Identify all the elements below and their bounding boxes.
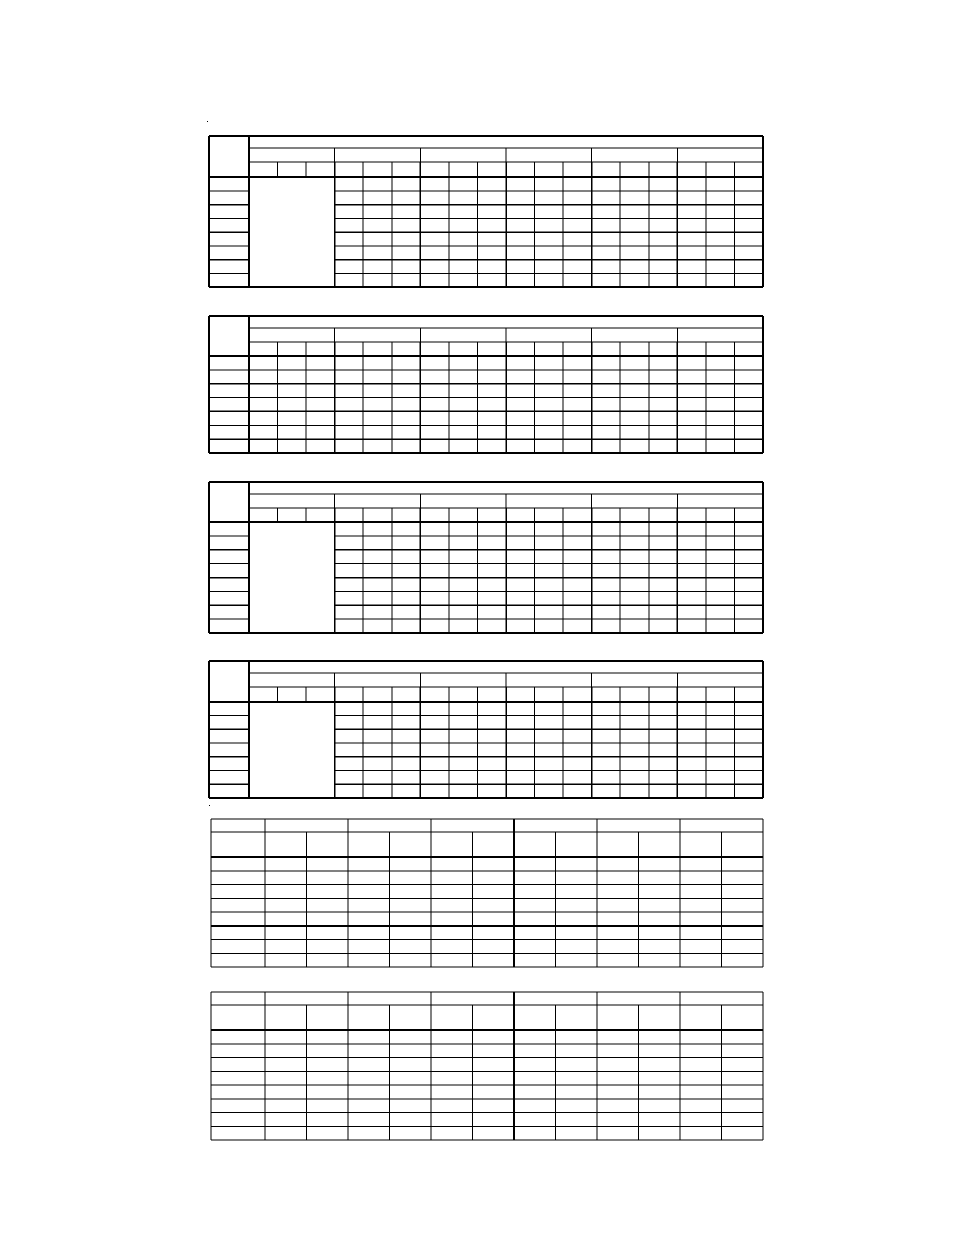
- grid-5: [211, 819, 763, 967]
- grid-2: [209, 316, 763, 453]
- grid-4: [209, 661, 763, 798]
- grid-6: [211, 992, 763, 1140]
- grid-1: [209, 136, 763, 287]
- grid-3: [209, 482, 763, 633]
